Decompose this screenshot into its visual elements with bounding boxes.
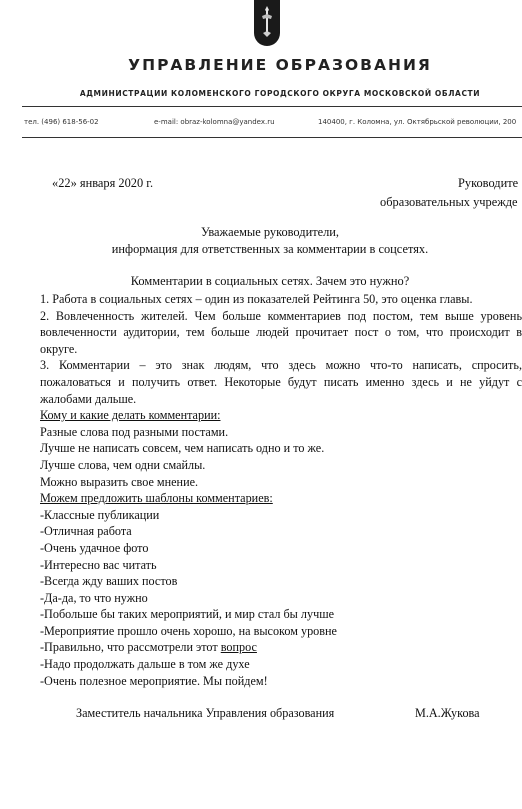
template-item: -Очень полезное мероприятие. Мы пойдем! [40, 673, 268, 688]
paragraph-line: 2. Вовлеченность жителей. Чем больше комментариев под постом, тем выше уровень [40, 308, 522, 323]
template-item [40, 639, 522, 656]
section-title-recipients: Кому и какие делать комментарии: [40, 408, 221, 423]
signatory-position: Заместитель начальника Управления образования [76, 706, 335, 720]
guideline-line: Лучше слова, чем одни смайлы. [40, 457, 206, 472]
signatory-name: М.А.Жукова [415, 706, 480, 720]
template-item: -Надо продолжать дальше в том же духе [40, 657, 250, 672]
guideline-line: Лучше не написать совсем, чем написать одно и то же. [40, 441, 325, 456]
greeting-line-1: Уважаемые руководители, [200, 225, 340, 239]
section-title-templates: Можем предложить шаблоны комментариев: [40, 491, 273, 506]
guideline-line: Разные слова под разными постами. [40, 424, 229, 439]
template-item: -Отличная работа [40, 524, 132, 539]
letterhead-divider [22, 106, 522, 107]
greeting-line-2: информация для ответственных за комментарии в соцсетях. [111, 242, 429, 256]
phone-text: тел. (496) 618-56-02 [24, 118, 99, 126]
template-item-text: -Правильно, что рассмотрели этот [40, 640, 221, 655]
paragraph-line: вовлеченности аудитории, тем больше людей прочитает пост о том, что происходит в [40, 325, 522, 340]
template-item: -Интересно вас читать [40, 557, 157, 572]
template-item: -Да-да, то что нужно [40, 590, 148, 605]
template-item: -Побольше бы таких мероприятий, и мир стал бы лучше [40, 607, 334, 622]
addressee-line-1: Руководите [458, 176, 519, 190]
section-heading: Комментарии в социальных сетях. Зачем это нужно? [130, 274, 410, 288]
paragraph-line: округе. [40, 341, 78, 356]
guideline-line: Можно выразить свое мнение. [40, 474, 199, 489]
org-title: УПРАВЛЕНИЕ ОБРАЗОВАНИЯ [128, 56, 432, 74]
template-item: -Всегда жду ваших постов [40, 574, 178, 589]
paragraph-line: 1. Работа в социальных сетях – один из показателей Рейтинга 50, это оценка главы. [40, 292, 473, 306]
org-subtitle: АДМИНИСТРАЦИИ КОЛОМЕНСКОГО ГОРОДСКОГО ОКРУГА МОСКОВСКОЙ ОБЛАСТИ [79, 89, 481, 98]
template-item-underlined-word: вопрос [220, 640, 257, 655]
paragraph-line: пожаловаться и получить ответ. Некоторые будут писать именно здесь и не уйдут с [40, 374, 522, 389]
template-item: -Мероприятие прошло очень хорошо, на высоком уровне [40, 623, 337, 638]
address-text: 140400, г. Коломна, ул. Октябрьской революции, 200 [318, 118, 517, 126]
coat-of-arms-icon [254, 0, 280, 46]
letter-date: «22» января 2020 г. [52, 176, 154, 190]
paragraph-line: 3. Комментарии – это знак людям, что здесь можно что-то написать, спросить, [40, 358, 522, 373]
email-text: e-mail: obraz-kolomna@yandex.ru [154, 118, 275, 126]
contacts-divider [22, 137, 522, 138]
addressee-line-2: образовательных учрежде [380, 195, 518, 209]
letter-body [40, 291, 522, 689]
template-item: -Классные публикации [40, 507, 160, 522]
paragraph-line: жалобами дальше. [40, 391, 137, 406]
template-item: -Очень удачное фото [40, 540, 149, 555]
